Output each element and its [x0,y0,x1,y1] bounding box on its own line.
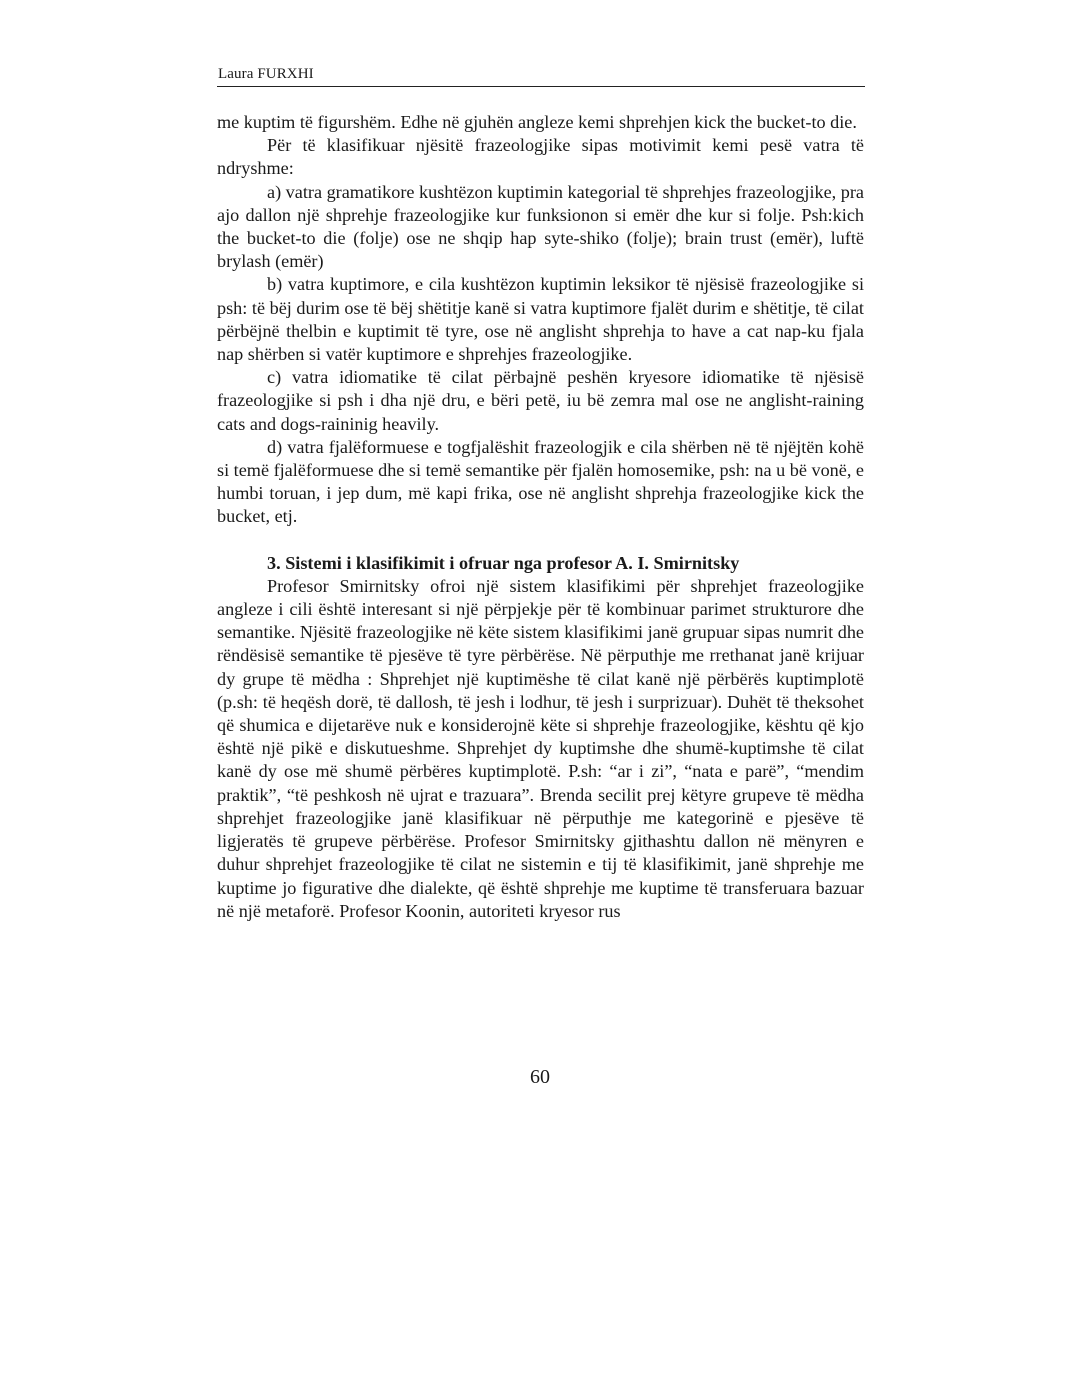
list-item-a: a) vatra gramatikore kushtëzon kuptimin kategorial të shprehjes frazeologjike, pra ajo dallon një shprehje frazeologjike kur funksionon si emër dhe kur si folje. Psh:kich the bucket-to die (folje) ose ne shqip hap syte-shiko (folje); brain trust (emër), luftë brylash (emër) [217,181,864,272]
page-body [217,111,864,923]
list-item-c: c) vatra idiomatike të cilat përbajnë peshën kryesore idiomatike të njësisë frazeologjike si psh i dha një dru, e bëri petë, iu bë zemra mal ose ne anglisht-raining cats and dogs-raininig heavily. [217,367,864,434]
running-head [217,64,865,87]
section-paragraph: Profesor Smirnitsky ofroi një sistem klasifikimi për shprehjet frazeologjike angleze i cili është interesant si një përpjekje për të kombinuar parimet strukturore dhe semantike. Njësitë frazeologjike në këte sistem klasifikimi janë grupuar sipas numrit dhe rëndësisë semantike të pjesëve të tyre përbërëse. Në përputhje me rrethanat janë krijuar dy grupe të mëdha : Shprehjet një kuptimëshe të cilat kanë një përbërës kuptimplotë (p.sh: të heqësh dorë, të dallosh, të jesh i lodhur, të jesh i surprizuar). Duhët të theksohet që shumica e dijetarëve nuk e konsiderojnë këte si shprehje frazeologjike, kështu që kjo është një pikë e diskutueshme. Shprehjet dy kuptimshe dhe shumë-kuptimshe të cilat kanë dy ose më shumë përbëres kuptimplotë. P.sh: “ar i zi”, “nata e parë”, “mendim praktik”, “të peshkosh në ujrat e trazuara”. Brenda secilit prej këtyre grupeve të mëdha shprehjet frazeologjike janë klasifikuar në përputhje me kategorinë e pjesëve të ligjeratës të grupeve përbërëse. Profesor Smirnitsky gjithashtu dallon në mënyren e duhur shprehjet frazeologjike të cilat ne sistemin e tij të klasifikimit, janë shprehje me kuptime jo figurative dhe dialekte, që është shprehje me kuptime të transferuara bazuar në një metaforë. Profesor Koonin, autoriteti kryesor rus [217,575,864,921]
section-heading: 3. Sistemi i klasifikimit i ofruar nga profesor A. I. Smirnitsky [267,552,740,573]
list-item-b: b) vatra kuptimore, e cila kushtëzon kuptimin leksikor të njësisë frazeologjike si psh: të bëj durim ose të bëj shëtitje kanë si vatra kuptimore fjalët durim e shëtitje, të cilat përbëjnë thelbin e kuptimit të tyre, ose në anglisht shprehja to have a cat nap-ku fjala nap shërben si vatër kuptimore e shprehjes frazeologjike. [217,274,864,365]
paragraph-continuation: me kuptim të figurshëm. Edhe në gjuhën angleze kemi shprehjen kick the bucket-to die. [217,112,857,132]
list-item-d: d) vatra fjalëformuese e togfjalëshit frazeologjik e cila shërben në të njëjtën kohë si temë fjalëformuese dhe si temë semantike për fjalën homosemike, psh: na u bë vonë, e humbi toruan, i jep dum, më kapi frika, ose në anglisht shprehja frazeologjike kick the bucket, etj. [217,436,864,527]
paragraph-intro: Për të klasifikuar njësitë frazeologjike sipas motivimit kemi pesë vatra të ndryshme: [217,135,864,179]
author-name: Laura FURXHI [218,66,314,82]
page-number: 60 [530,1066,550,1088]
